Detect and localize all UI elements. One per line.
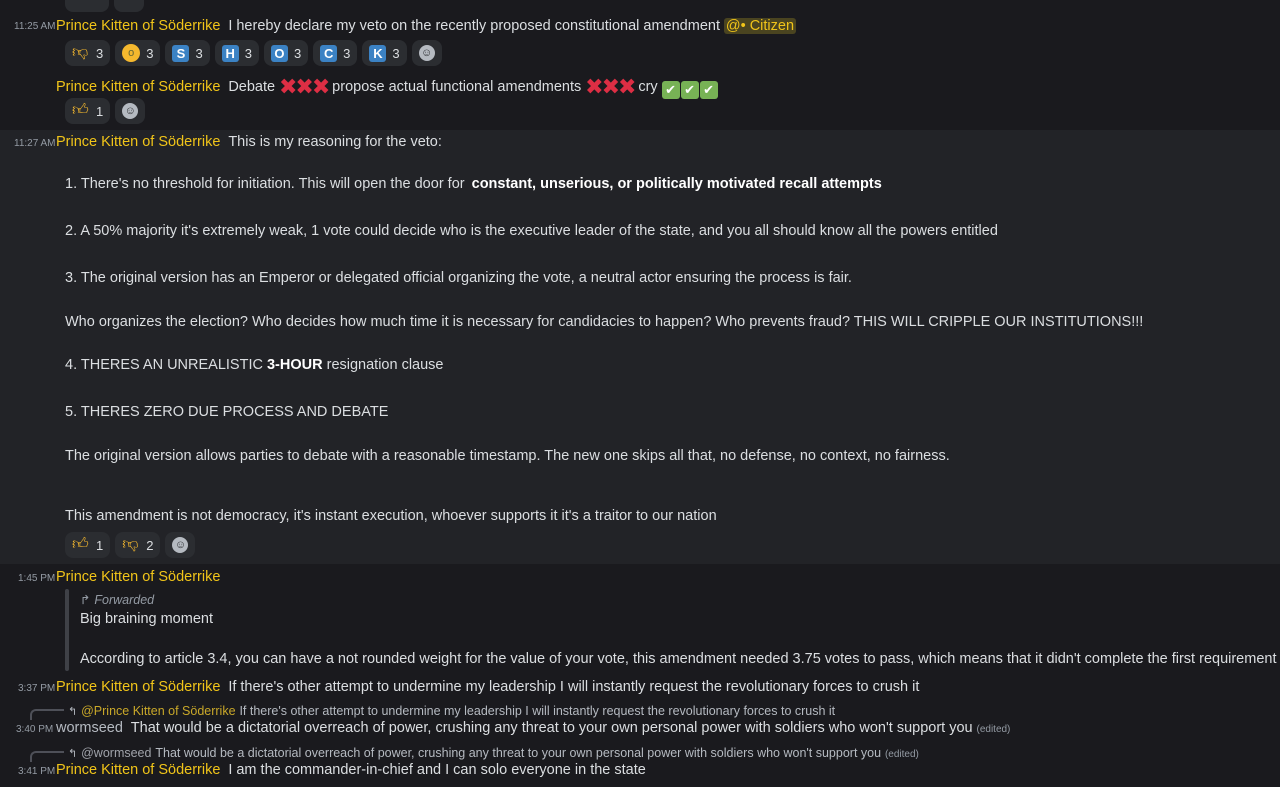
letter-c-icon: C <box>320 45 337 62</box>
forwarded-label: ↱ Forwarded <box>80 593 155 607</box>
reaction-astonished[interactable]: o 3 <box>115 40 160 66</box>
message-text: I hereby declare my veto on the recently proposed constitutional amendment <box>228 18 720 34</box>
letter-o-icon: O <box>271 45 288 62</box>
author-name[interactable]: Prince Kitten of Söderrike <box>56 679 221 695</box>
add-reaction-icon: ☺ <box>122 103 138 119</box>
reaction-letter-s[interactable]: S 3 <box>165 40 209 66</box>
cross-mark-icon: ✖✖✖ <box>278 74 329 99</box>
add-reaction-button[interactable] <box>114 0 144 12</box>
reply-preview[interactable]: ↰ @wormseed That would be a dictatorial overreach of power, crushing any threat to your own personal power with soldiers who won't support you (edited) <box>68 746 919 760</box>
forward-arrow-icon: ↱ <box>80 593 91 607</box>
reply-arrow-icon: ↰ <box>68 748 78 760</box>
check-mark-icon: ✔ ✔ ✔ <box>662 78 719 94</box>
message-text: I am the commander-in-chief and I can solo everyone in the state <box>228 762 646 778</box>
message-5 <box>56 678 919 695</box>
forward-quote-bar <box>65 589 69 671</box>
reactions-bar <box>65 532 195 558</box>
astonished-face-icon: o <box>122 44 140 62</box>
reason-4: 4. THERES AN UNREALISTIC 3-HOUR resignation clause <box>65 357 444 373</box>
author-name[interactable]: Prince Kitten of Söderrike <box>56 79 221 95</box>
thumbs-down-icon: 👎︎ <box>72 44 89 61</box>
add-reaction-button[interactable] <box>412 40 442 66</box>
letter-h-icon: H <box>222 45 239 62</box>
message-2 <box>56 74 719 100</box>
thumbs-down-icon: 👎︎ <box>122 536 139 553</box>
message-timestamp: 11:25 AM <box>14 21 56 32</box>
reason-2: 2. A 50% majority it's extremely weak, 1 vote could decide who is the executive leader of the state, and you all should know all the powers entitled <box>65 223 998 239</box>
reaction-thumbs-down[interactable]: 👎︎ 3 <box>65 40 110 66</box>
reason-3-questions: Who organizes the election? Who decides how much time it is necessary for candidacies to happen? Who prevents fraud? THIS WILL CRIPPLE OUR INSTITUTIONS!!! <box>65 314 1144 330</box>
author-name[interactable]: Prince Kitten of Söderrike <box>56 18 221 34</box>
reaction-letter-k[interactable]: K 3 <box>362 40 406 66</box>
add-reaction-icon: ☺ <box>419 45 435 61</box>
message-1 <box>56 17 796 34</box>
author-name[interactable]: Prince Kitten of Söderrike <box>56 762 221 778</box>
message-6 <box>56 719 1010 736</box>
reaction-letter-h[interactable]: H 3 <box>215 40 259 66</box>
add-reaction-button[interactable] <box>165 532 195 558</box>
message-3-header <box>56 133 442 150</box>
message-text: That would be a dictatorial overreach of power, crushing any threat to your own personal power with soldiers who won't support you <box>130 720 973 736</box>
reaction-letter-o[interactable]: O 3 <box>264 40 308 66</box>
message-text: If there's other attempt to undermine my leadership I will instantly request the revolutionary forces to crush it <box>228 679 920 695</box>
message-text: cry <box>638 79 658 95</box>
reply-preview[interactable]: ↰ @Prince Kitten of Söderrike If there's other attempt to undermine my leadership I will instantly request the revolutionary forces to crush it <box>68 704 836 718</box>
message-text: This is my reasoning for the veto: <box>228 134 442 150</box>
cut-off-reactions <box>65 0 144 12</box>
reply-arrow-icon: ↰ <box>68 706 78 718</box>
letter-k-icon: K <box>369 45 386 62</box>
letter-s-icon: S <box>172 45 189 62</box>
reason-3: 3. The original version has an Emperor or delegated official organizing the vote, a neutral actor ensuring the process is fair. <box>65 270 852 286</box>
message-text: Debate <box>228 79 276 95</box>
reason-1: 1. There's no threshold for initiation. This will open the door for constant, unserious, or politically motivated recall attempts <box>65 176 882 192</box>
forwarded-text: Big braining moment <box>80 611 213 627</box>
reaction-thumbs-down[interactable]: 👎︎ 2 <box>115 532 160 558</box>
reaction-thumbs-up[interactable]: 👍︎ 1 <box>65 98 110 124</box>
message-4-header <box>56 568 220 585</box>
forwarded-text: According to article 3.4, you can have a not rounded weight for the value of your vote, this amendment needed 3.75 votes to pass, which means that it didn't complete the first requirement <box>80 651 1277 667</box>
reaction-chip[interactable] <box>65 0 109 12</box>
reactions-bar <box>65 98 145 124</box>
message-timestamp: 3:41 PM <box>18 766 56 777</box>
message-timestamp: 1:45 PM <box>18 573 56 584</box>
author-name[interactable]: Prince Kitten of Söderrike <box>56 134 221 150</box>
message-timestamp: 11:27 AM <box>14 138 56 149</box>
reactions-bar <box>65 40 442 66</box>
edited-label: (edited) <box>976 724 1011 735</box>
message-hover-highlight <box>0 130 1280 564</box>
author-name[interactable]: wormseed <box>56 720 123 736</box>
add-reaction-button[interactable] <box>115 98 145 124</box>
thumbs-up-icon: 👍︎ <box>72 536 89 553</box>
message-conclusion: This amendment is not democracy, it's instant execution, whoever supports it it's a traitor to our nation <box>65 508 717 524</box>
reaction-thumbs-up[interactable]: 👍︎ 1 <box>65 532 110 558</box>
message-7 <box>56 761 646 778</box>
message-text: propose actual functional amendments <box>332 79 582 95</box>
author-name[interactable]: Prince Kitten of Söderrike <box>56 569 221 585</box>
thumbs-up-icon: 👍︎ <box>72 102 89 119</box>
cross-mark-icon: ✖✖✖ <box>585 74 635 99</box>
add-reaction-icon: ☺ <box>172 537 188 553</box>
reason-5-detail: The original version allows parties to debate with a reasonable timestamp. The new one skips all that, no defense, no context, no fairness. <box>65 448 950 464</box>
reaction-letter-c[interactable]: C 3 <box>313 40 357 66</box>
role-mention[interactable]: @• Citizen <box>725 18 795 34</box>
reason-5: 5. THERES ZERO DUE PROCESS AND DEBATE <box>65 404 389 420</box>
message-timestamp: 3:37 PM <box>18 683 56 694</box>
message-timestamp: 3:40 PM <box>16 724 54 735</box>
